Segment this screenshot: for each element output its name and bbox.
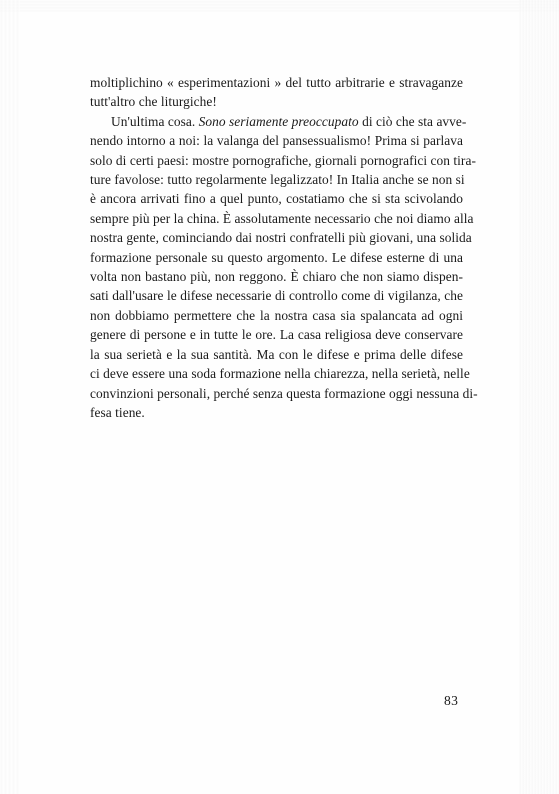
body-text	[90, 73, 478, 422]
text-line: nostra gente, cominciando dai nostri confratelli più giovani, una solida	[90, 230, 472, 246]
paragraph-1	[90, 73, 463, 112]
text-run: Un'ultima cosa.	[111, 113, 199, 129]
text-line: volta non bastano più, non reggono. È chiaro che non siamo dispen-	[90, 269, 463, 285]
text-line: ci deve essere una soda formazione nella chiarezza, nella serietà, nelle	[90, 366, 470, 382]
text-line: genere di persone e in tutte le ore. La casa religiosa deve conservare	[90, 327, 463, 343]
text-line: sati dall'usare le difese necessarie di controllo come di vigilanza, che	[90, 288, 463, 304]
text-run: di ciò che sta avve-	[358, 113, 467, 129]
text-line: convinzioni personali, perché senza questa formazione oggi nessuna di-	[90, 385, 478, 401]
text-line: moltiplichino « esperimentazioni » del tutto arbitrarie e stravaganze	[90, 75, 463, 90]
italic-phrase: Sono seriamente preoccupato	[198, 113, 359, 129]
text-line: è ancora arrivati fino a quel punto, costatiamo che si sta scivolando	[90, 191, 463, 207]
text-line-first	[90, 112, 467, 131]
text-line: la sua serietà e la sua santità. Ma con le difese e prima delle difese	[90, 346, 463, 362]
text-line: formazione personale su questo argomento. Le difese esterne di una	[90, 249, 463, 265]
text-line: nendo intorno a noi: la valanga del pansessualismo! Prima si parlava	[90, 133, 463, 149]
text-line: ture favolose: tutto regolarmente legalizzato! In Italia anche se non si	[90, 172, 465, 188]
paragraph-2	[90, 112, 478, 423]
text-line: fesa tiene.	[90, 404, 145, 420]
page-right-edge	[519, 0, 559, 794]
page-top-edge	[0, 0, 559, 12]
page-left-edge	[0, 0, 20, 794]
text-line: solo di certi paesi: mostre pornografiche, giornali pornografici con tira-	[90, 152, 476, 168]
page-number: 83	[444, 693, 459, 708]
text-line: sempre più per la china. È assolutamente necessario che noi diamo alla	[90, 210, 474, 226]
text-line: non dobbiamo permettere che la nostra casa sia spalancata ad ogni	[90, 307, 463, 323]
text-line: tutt'altro che liturgiche!	[90, 94, 217, 110]
